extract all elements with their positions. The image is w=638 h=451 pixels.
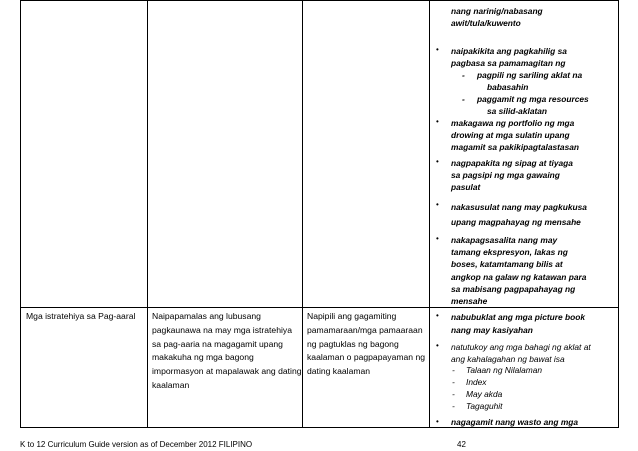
bullet-line: nakasusulat nang may pagkukusa (451, 202, 587, 212)
col2-line: Naipapamalas ang lubusang (152, 311, 261, 321)
bullet-line: angkop na galaw ng katawan para (451, 271, 587, 282)
sub-item: May akda (466, 389, 503, 399)
sub-line: pagpili ng sariling aklat na (477, 70, 583, 80)
table-top-border (20, 0, 619, 1)
col3-line: kaalaman o pagpapayaman ng (307, 352, 426, 363)
sub-dash: - (452, 401, 455, 411)
top-bullet-5 (451, 234, 586, 307)
sub-dash: - (452, 365, 455, 375)
bullet-line: boses, katamtamang bilis at (451, 259, 563, 270)
sub-line: sa silid-aklatan (487, 106, 548, 116)
sub-item: Tagaguhit (466, 401, 503, 411)
bullet-line: nang may kasiyahan (451, 325, 533, 335)
bullet-line: nabubuklat ang mga picture book (451, 312, 586, 322)
bullet-line: natutukoy ang mga bahagi ng aklat at (451, 342, 591, 352)
bullet-line: upang magpahayag ng mensahe (451, 217, 581, 227)
col3-line: ng pagtuklas ng bagong (307, 338, 399, 349)
intro-line: awit/tula/kuwento (451, 18, 521, 29)
bullet-marker: • (436, 417, 439, 426)
table-right-border (618, 0, 619, 428)
col3-line: dating kaalaman (307, 366, 371, 377)
bottom-bullet-2 (451, 341, 591, 365)
sub-dash: - (462, 70, 465, 80)
sub-item-2 (477, 93, 589, 117)
sub-dash: - (462, 94, 465, 104)
bullet-marker: • (436, 45, 439, 54)
sub-line: paggamit ng mga resources (477, 94, 589, 104)
col-divider-3 (429, 0, 430, 428)
bullet-marker: • (436, 311, 439, 320)
top-bullet-3 (451, 157, 573, 194)
col2-line: pagkaunawa na may mga istratehiya (152, 324, 292, 335)
page-number: 42 (457, 440, 466, 449)
bullet-line: nakapagsasalita nang may (451, 235, 558, 245)
top-bullet-2 (451, 117, 579, 154)
bullet-line: ang kahalagahan ng bawat isa (451, 354, 565, 364)
sub-dash: - (452, 389, 455, 399)
bullet-line: makagawa ng portfolio ng mga (451, 118, 575, 128)
top-bullet-1 (451, 45, 567, 69)
bottom-bullet-1 (451, 311, 585, 337)
bullet-marker: • (436, 341, 439, 350)
sub-line: babasahin (487, 82, 529, 92)
table-left-border (20, 0, 21, 428)
sub-item: Index (466, 377, 487, 387)
col2-line: impormasyon at mapalawak ang dating (152, 366, 302, 377)
col2-line: sa pag-aaria na magagamit upang (152, 338, 283, 349)
bullet-line: nagpapakita ng sipag at tiyaga (451, 158, 573, 168)
footer-left-text: K to 12 Curriculum Guide version as of December 2012 FILIPINO (20, 440, 253, 449)
bullet-line: pasulat (451, 182, 481, 193)
bullet-marker: • (436, 157, 439, 166)
col2-line: makakuha ng mga bagong (152, 352, 254, 363)
bullet-line: pagbasa sa pamamagitan ng (451, 58, 566, 69)
col-divider-1 (147, 0, 148, 428)
bottom-col3-text (307, 310, 425, 379)
bottom-col1-label: Mga istratehiya sa Pag-aaral (26, 311, 136, 321)
sub-dash: - (452, 377, 455, 387)
bullet-line: magamit sa pakikipagtalastasan (451, 142, 580, 153)
col2-line: kaalaman (152, 379, 190, 390)
bullet-line: naipakikita ang pagkahilig sa (451, 46, 567, 56)
col3-line: Napipili ang gagamiting (307, 311, 397, 321)
bottom-bullet-3: nagagamit nang wasto ang mga (451, 417, 579, 427)
bullet-marker: • (436, 234, 439, 243)
bottom-col2-text (152, 310, 302, 393)
bullet-line: sa mabisang pagpapahayag ng (451, 283, 576, 294)
bullet-marker: • (436, 117, 439, 126)
sub-item-1 (477, 69, 582, 93)
bullet-line: drowing at mga sulatin upang (451, 130, 570, 141)
sub-item: Talaan ng Nilalaman (466, 365, 543, 375)
intro-line: nang narinig/nabasang (451, 6, 543, 16)
col3-line: pamamaraan/mga pamaaraan (307, 324, 423, 335)
col-divider-2 (302, 0, 303, 428)
bullet-line: tamang ekspresyon, lakas ng (451, 247, 568, 258)
bullet-marker: • (436, 200, 439, 209)
top-intro-text (451, 5, 543, 29)
bullet-line: sa pagsipi ng mga gawaing (451, 170, 560, 181)
bullet-line: mensahe (451, 296, 488, 307)
top-bullet-4 (451, 200, 587, 230)
